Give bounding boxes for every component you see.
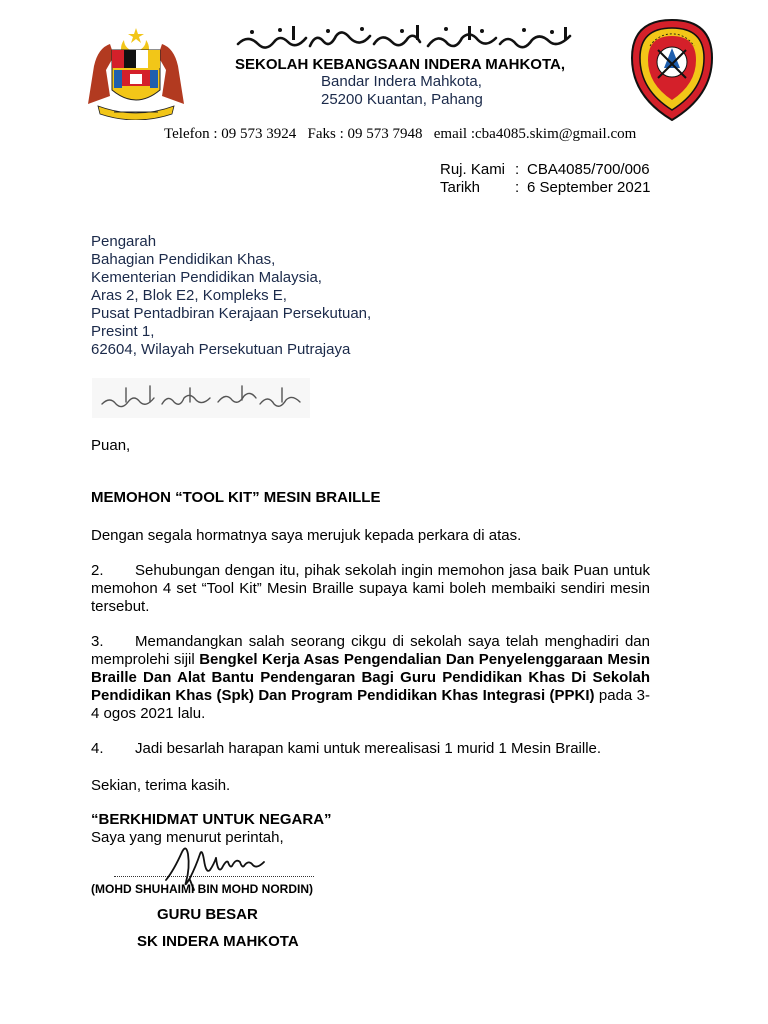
reference-block [440,161,650,197]
recipient-line: Presint 1, [91,323,155,340]
jawi-school-name-banner [232,22,577,56]
school-address-line-2: 25200 Kuantan, Pahang [321,91,483,108]
recipient-line: Aras 2, Blok E2, Kompleks E, [91,287,287,304]
workshop-title: Bengkel Kerja Asas Pengendalian Dan Penyelenggaraan Mesin Braille Dan Alat Bantu Pendengaran Bagi Guru Pendidikan Khas Di Sekolah Pendidikan Khas (Spk) Dan Program Pendidikan Khas Integrasi (PPKI) [91,651,650,704]
contact-info-line: Telefon : 09 573 3924 Faks : 09 573 7948 email :cba4085.skim@gmail.com [164,126,637,142]
salutation: Puan, [91,437,131,454]
paragraph-4-text: Jadi besarlah harapan kami untuk merealisasi 1 murid 1 Mesin Braille. [135,740,602,757]
recipient-line: Pusat Pentadbiran Kerajaan Persekutuan, [91,305,372,322]
closing-thanks: Sekian, terima kasih. [91,777,231,794]
date-label: Tarikh [440,179,481,196]
school-name-heading: SEKOLAH KEBANGSAAN INDERA MAHKOTA, [235,56,565,73]
signer-name: (MOHD SHUHAIMI BIN MOHD NORDIN) [91,882,313,896]
school-address-line-1: Bandar Indera Mahkota, [321,73,482,90]
paragraph-4 [91,740,650,758]
date-colon: : [515,179,520,196]
recipient-line: Bahagian Pendidikan Khas, [91,251,276,268]
recipient-line: Pengarah [91,233,157,250]
motto: “BERKHIDMAT UNTUK NEGARA” [91,811,332,828]
paragraph-3-text: Memandangkan salah seorang cikgu di sekolah saya telah menghadiri dan memprolehi sijil [91,633,650,668]
letter-subject: MEMOHON “TOOL KIT” MESIN BRAILLE [91,489,381,506]
signer-school: SK INDERA MAHKOTA [137,933,299,950]
paragraph-3 [91,633,650,723]
paragraph-1: Dengan segala hormatnya saya merujuk kepada perkara di atas. [91,527,522,544]
paragraph-number: 4. [91,740,104,757]
recipient-address-block [91,233,371,359]
reference-label: Ruj. Kami [440,161,506,178]
malaysia-coat-of-arms-logo [84,26,188,120]
date-row [440,179,650,197]
reference-colon: : [515,161,520,178]
recipient-line: 62604, Wilayah Persekutuan Putrajaya [91,341,351,358]
salam-calligraphy-image [92,378,310,418]
paragraph-number: 3. [91,633,104,650]
paragraph-3-ending: pada 3-4 ogos 2021 lalu. [91,687,650,722]
paragraph-2-text: Sehubungan dengan itu, pihak sekolah ingin memohon jasa baik Puan untuk memohon 4 set “Tool Kit” Mesin Braille supaya kami boleh membaiki sendiri mesin tersebut. [91,562,650,615]
signer-position: GURU BESAR [157,906,258,923]
paragraph-2 [91,562,650,616]
paragraph-number: 2. [91,562,104,579]
submission-line: Saya yang menurut perintah, [91,829,284,846]
date-value: 6 September 2021 [527,179,651,196]
reference-value: CBA4085/700/006 [527,161,650,178]
recipient-line: Kementerian Pendidikan Malaysia, [91,269,322,286]
school-badge-logo [630,18,714,122]
reference-number-row [440,161,650,179]
